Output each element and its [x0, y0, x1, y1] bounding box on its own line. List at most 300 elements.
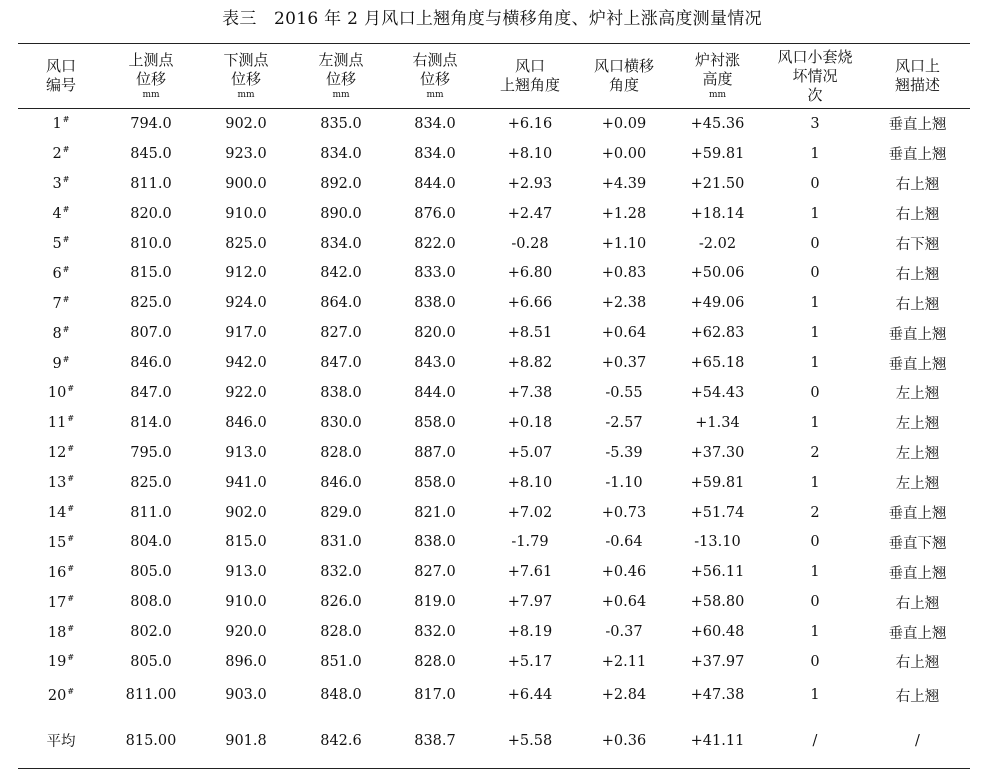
up-angle-cell: +6.80: [507, 265, 553, 282]
number-mark: #: [67, 504, 75, 514]
burns-cell: 0: [810, 235, 820, 252]
top-cell: 847.0: [130, 384, 172, 401]
up-angle-cell: +8.82: [507, 355, 553, 372]
bottom-cell: 900.0: [225, 175, 267, 192]
tuyere-id-cell: [18, 587, 104, 617]
table-row: [18, 109, 970, 139]
tuyere-id-cell: [18, 199, 104, 229]
header-line: 位移: [135, 70, 166, 88]
burns-cell: 1: [810, 205, 820, 222]
tuyere-id-cell: [18, 229, 104, 259]
up-angle-cell: +6.66: [507, 295, 553, 312]
bottom-cell: 815.0: [225, 534, 267, 551]
lateral-angle-cell: -5.39: [605, 444, 643, 461]
up-angle-cell: +5.17: [507, 653, 553, 670]
burns-cell: 3: [810, 115, 820, 132]
table-row: [18, 587, 970, 617]
desc-cell: 左上翘: [895, 446, 940, 463]
tuyere-id-cell: [18, 139, 104, 169]
up-angle-cell: +5.07: [507, 444, 553, 461]
number-mark: #: [62, 324, 70, 334]
burns-cell: 0: [810, 594, 820, 611]
right-cell: 828.0: [414, 653, 456, 670]
tuyere-id: 19: [47, 654, 67, 671]
desc-cell: 左上翘: [895, 476, 940, 493]
lateral-angle-cell: +1.28: [601, 205, 647, 222]
average-lateral-angle-cell: +0.36: [601, 732, 647, 749]
desc-cell: 垂直上翘: [888, 147, 947, 164]
top-cell: 846.0: [130, 355, 172, 372]
right-cell: 838.0: [414, 295, 456, 312]
header-line: 下测点: [223, 51, 269, 69]
number-mark: #: [67, 474, 75, 484]
up-angle-cell: +8.19: [507, 624, 553, 641]
lateral-angle-cell: +0.37: [601, 355, 647, 372]
burns-cell: 1: [810, 564, 820, 581]
tuyere-id-cell: [18, 468, 104, 498]
average-right-cell: 838.7: [414, 732, 456, 749]
table-row: [18, 229, 970, 259]
table-body: [18, 109, 970, 769]
desc-cell: 垂直上翘: [888, 356, 947, 373]
bottom-cell: 910.0: [225, 594, 267, 611]
header-unit: mm: [142, 90, 160, 100]
number-mark: #: [62, 175, 70, 185]
lateral-angle-cell: +0.46: [601, 564, 647, 581]
rise-cell: -13.10: [694, 534, 741, 551]
number-mark: #: [67, 623, 75, 633]
tuyere-id-cell: [18, 408, 104, 438]
top-cell: 808.0: [130, 594, 172, 611]
bottom-cell: 917.0: [225, 325, 267, 342]
bottom-cell: 903.0: [225, 687, 267, 704]
header-line: 位移: [325, 70, 356, 88]
number-mark: #: [62, 205, 70, 215]
tuyere-id: 17: [47, 594, 67, 611]
tuyere-id-cell: [18, 378, 104, 408]
rise-cell: +21.50: [690, 175, 745, 192]
header-unit: mm: [332, 90, 350, 100]
tuyere-id-cell: [18, 677, 104, 714]
burns-cell: 0: [810, 653, 820, 670]
header-lateral-angle: [578, 44, 670, 109]
measurement-table: [18, 43, 970, 769]
top-cell: 811.0: [130, 504, 172, 521]
burns-cell: 0: [810, 384, 820, 401]
desc-cell: 垂直下翘: [888, 535, 947, 552]
average-desc-cell: /: [915, 732, 920, 749]
header-left-point: [294, 44, 388, 109]
rise-cell: +54.43: [690, 384, 745, 401]
bottom-cell: 896.0: [225, 653, 267, 670]
number-mark: #: [62, 235, 70, 244]
lateral-angle-cell: -1.10: [605, 474, 643, 491]
rise-cell: +59.81: [690, 474, 745, 491]
right-cell: 858.0: [414, 474, 456, 491]
desc-cell: 垂直上翘: [888, 625, 947, 642]
desc-cell: 垂直上翘: [888, 506, 947, 523]
tuyere-id: 13: [47, 475, 67, 492]
header-up-angle: [482, 44, 578, 109]
left-cell: 846.0: [320, 474, 362, 491]
top-cell: 815.0: [130, 265, 172, 282]
tuyere-id-cell: [18, 617, 104, 647]
tuyere-id-cell: [18, 288, 104, 318]
tuyere-id: 2: [52, 146, 62, 163]
desc-cell: 垂直上翘: [888, 117, 947, 134]
desc-cell: 右下翘: [895, 237, 940, 253]
top-cell: 811.00: [125, 687, 177, 704]
top-cell: 825.0: [130, 474, 172, 491]
burns-cell: 1: [810, 355, 820, 372]
burns-cell: 2: [810, 444, 820, 461]
lateral-angle-cell: +4.39: [601, 175, 647, 192]
header-line: 风口横移: [593, 57, 654, 75]
left-cell: 892.0: [320, 175, 362, 192]
left-cell: 838.0: [320, 384, 362, 401]
number-mark: #: [67, 533, 75, 543]
left-cell: 827.0: [320, 325, 362, 342]
bottom-cell: 913.0: [225, 564, 267, 581]
top-cell: 805.0: [130, 564, 172, 581]
tuyere-id: 14: [47, 505, 67, 522]
bottom-cell: 910.0: [225, 205, 267, 222]
average-top-cell: 815.00: [125, 732, 177, 749]
up-angle-cell: +6.16: [507, 115, 553, 132]
desc-cell: 右上翘: [895, 177, 940, 194]
up-angle-cell: +8.51: [507, 325, 553, 342]
up-angle-cell: +7.97: [507, 594, 553, 611]
tuyere-id: 20: [47, 687, 67, 704]
bottom-cell: 924.0: [225, 295, 267, 312]
header-right-point: [388, 44, 482, 109]
lateral-angle-cell: +2.84: [601, 687, 647, 704]
rise-cell: +47.38: [690, 687, 745, 704]
up-angle-cell: +7.02: [507, 504, 553, 521]
header-unit: mm: [237, 90, 255, 100]
header-lining-rise: [670, 44, 765, 109]
header-line: 右测点: [412, 51, 458, 69]
table-row: [18, 318, 970, 348]
table-row: [18, 557, 970, 587]
rise-cell: +65.18: [690, 355, 745, 372]
right-cell: 819.0: [414, 594, 456, 611]
rise-cell: +45.36: [690, 115, 745, 132]
rise-cell: +18.14: [690, 205, 745, 222]
top-cell: 820.0: [130, 205, 172, 222]
table-row: [18, 169, 970, 199]
tuyere-id-cell: [18, 647, 104, 677]
burns-cell: 1: [810, 687, 820, 704]
lateral-angle-cell: +1.10: [601, 235, 647, 252]
lateral-angle-cell: +2.38: [601, 295, 647, 312]
number-mark: #: [67, 653, 75, 663]
desc-cell: 垂直上翘: [888, 326, 947, 343]
tuyere-id-cell: [18, 557, 104, 587]
right-cell: 820.0: [414, 325, 456, 342]
table-row: [18, 258, 970, 288]
tuyere-id: 18: [47, 624, 67, 641]
table-row: [18, 617, 970, 647]
header-line: 上测点: [128, 51, 174, 69]
table-title: 表三 2016 年 2 月风口上翘角度与横移角度、炉衬上涨高度测量情况: [222, 9, 762, 29]
lateral-angle-cell: +0.64: [601, 594, 647, 611]
number-mark: #: [67, 444, 75, 454]
top-cell: 804.0: [130, 534, 172, 551]
left-cell: 828.0: [320, 444, 362, 461]
rise-cell: +59.81: [690, 145, 745, 162]
left-cell: 831.0: [320, 534, 362, 551]
tuyere-id: 3: [52, 176, 62, 193]
header-top-point: [104, 44, 198, 109]
left-cell: 842.0: [320, 265, 362, 282]
header-line: 炉衬涨: [694, 51, 740, 69]
header-line: 位移: [230, 70, 261, 88]
average-row: [18, 714, 970, 769]
left-cell: 847.0: [320, 355, 362, 372]
tuyere-id: 6: [52, 265, 62, 282]
right-cell: 834.0: [414, 115, 456, 132]
tuyere-id: 8: [52, 325, 62, 342]
tuyere-id-cell: [18, 109, 104, 139]
left-cell: 830.0: [320, 414, 362, 431]
average-burns-cell: /: [812, 732, 818, 749]
table-row: [18, 378, 970, 408]
right-cell: 844.0: [414, 384, 456, 401]
top-cell: 807.0: [130, 325, 172, 342]
table-row: [18, 139, 970, 169]
top-cell: 795.0: [130, 444, 172, 461]
up-angle-cell: +2.93: [507, 175, 553, 192]
rise-cell: +56.11: [690, 564, 745, 581]
up-angle-cell: -0.28: [511, 235, 549, 252]
number-mark: #: [62, 264, 70, 274]
desc-cell: 左上翘: [895, 386, 940, 403]
right-cell: 843.0: [414, 355, 456, 372]
rise-cell: +60.48: [690, 624, 745, 641]
tuyere-id: 1: [52, 116, 62, 133]
number-mark: #: [67, 563, 75, 573]
table-row: [18, 199, 970, 229]
right-cell: 833.0: [414, 265, 456, 282]
tuyere-id-cell: [18, 169, 104, 199]
desc-cell: 垂直上翘: [888, 565, 947, 582]
header-bottom-point: [198, 44, 294, 109]
bottom-cell: 922.0: [225, 384, 267, 401]
tuyere-id: 10: [47, 385, 67, 402]
desc-cell: 右上翘: [895, 688, 940, 705]
tuyere-id-cell: [18, 498, 104, 528]
tuyere-id-cell: [18, 348, 104, 378]
right-cell: 821.0: [414, 504, 456, 521]
lateral-angle-cell: -2.57: [605, 414, 643, 431]
average-rise-cell: +41.11: [690, 732, 745, 749]
tuyere-id-cell: [18, 258, 104, 288]
left-cell: 828.0: [320, 624, 362, 641]
top-cell: 811.0: [130, 175, 172, 192]
right-cell: 834.0: [414, 145, 456, 162]
burns-cell: 0: [810, 175, 820, 192]
top-cell: 810.0: [130, 235, 172, 252]
rise-cell: -2.02: [698, 235, 737, 252]
up-angle-cell: +8.10: [507, 145, 553, 162]
tuyere-id: 5: [52, 236, 62, 252]
table-row: [18, 527, 970, 557]
bottom-cell: 913.0: [225, 444, 267, 461]
burns-cell: 1: [810, 295, 820, 312]
bottom-cell: 923.0: [225, 145, 267, 162]
burns-cell: 1: [810, 624, 820, 641]
rise-cell: +50.06: [690, 265, 745, 282]
top-cell: 845.0: [130, 145, 172, 162]
rise-cell: +37.30: [690, 444, 745, 461]
table-row: [18, 348, 970, 378]
header-line: 坏情况: [792, 66, 838, 85]
table-row: [18, 288, 970, 318]
top-cell: 805.0: [130, 653, 172, 670]
number-mark: #: [62, 294, 70, 304]
bottom-cell: 846.0: [225, 414, 267, 431]
header-row: [18, 44, 970, 109]
burns-cell: 1: [810, 414, 820, 431]
right-cell: 858.0: [414, 414, 456, 431]
header-line: 风口小套烧: [777, 47, 853, 66]
right-cell: 876.0: [414, 205, 456, 222]
left-cell: 832.0: [320, 564, 362, 581]
burns-cell: 1: [810, 325, 820, 342]
up-angle-cell: +6.44: [507, 687, 553, 704]
right-cell: 838.0: [414, 534, 456, 551]
left-cell: 826.0: [320, 594, 362, 611]
average-left-cell: 842.6: [320, 732, 362, 749]
header-unit: mm: [426, 90, 444, 100]
up-angle-cell: +7.61: [507, 564, 553, 581]
tuyere-id: 9: [52, 355, 62, 372]
header-line: 风口: [45, 57, 76, 75]
left-cell: 834.0: [320, 235, 362, 252]
bottom-cell: 942.0: [225, 355, 267, 372]
tuyere-id-cell: [18, 527, 104, 557]
bottom-cell: 912.0: [225, 265, 267, 282]
top-cell: 802.0: [130, 624, 172, 641]
top-cell: 825.0: [130, 295, 172, 312]
desc-cell: 右上翘: [895, 296, 940, 313]
up-angle-cell: -1.79: [511, 534, 549, 551]
bottom-cell: 902.0: [225, 115, 267, 132]
burns-cell: 0: [810, 534, 820, 551]
header-burn-count: [765, 44, 865, 109]
desc-cell: 右上翘: [895, 655, 940, 672]
number-mark: #: [67, 414, 75, 424]
header-line: 高度: [702, 70, 733, 88]
number-mark: #: [67, 686, 75, 696]
tuyere-id: 12: [47, 445, 67, 462]
header-line: 上翘角度: [499, 76, 560, 94]
lateral-angle-cell: +0.83: [601, 265, 647, 282]
header-line: 位移: [419, 70, 450, 88]
right-cell: 844.0: [414, 175, 456, 192]
header-line: 风口: [514, 57, 545, 75]
rise-cell: +49.06: [690, 295, 745, 312]
rise-cell: +1.34: [695, 414, 740, 431]
header-up-description: [865, 44, 970, 109]
lateral-angle-cell: -0.64: [605, 534, 643, 551]
burns-cell: 0: [810, 265, 820, 282]
left-cell: 834.0: [320, 145, 362, 162]
number-mark: #: [62, 145, 70, 155]
bottom-cell: 920.0: [225, 624, 267, 641]
rise-cell: +58.80: [690, 594, 745, 611]
average-bottom-cell: 901.8: [225, 732, 267, 749]
right-cell: 817.0: [414, 687, 456, 704]
left-cell: 835.0: [320, 115, 362, 132]
desc-cell: 左上翘: [895, 416, 940, 433]
header-tuyere-number: [18, 44, 104, 109]
left-cell: 890.0: [320, 205, 362, 222]
number-mark: #: [62, 115, 70, 125]
header-line: 翘描述: [894, 76, 940, 94]
tuyere-id-cell: [18, 318, 104, 348]
tuyere-id: 7: [52, 295, 62, 312]
rise-cell: +37.97: [690, 653, 745, 670]
bottom-cell: 825.0: [225, 235, 267, 252]
desc-cell: 右上翘: [895, 207, 940, 224]
up-angle-cell: +7.38: [507, 384, 553, 401]
rise-cell: +62.83: [690, 325, 745, 342]
table-row: [18, 438, 970, 468]
left-cell: 848.0: [320, 687, 362, 704]
table-row: [18, 647, 970, 677]
burns-cell: 1: [810, 474, 820, 491]
desc-cell: 右上翘: [895, 266, 940, 283]
top-cell: 814.0: [130, 414, 172, 431]
up-angle-cell: +2.47: [507, 205, 553, 222]
lateral-angle-cell: +0.09: [601, 115, 647, 132]
header-line: 次: [807, 85, 823, 104]
bottom-cell: 941.0: [225, 474, 267, 491]
lateral-angle-cell: +0.73: [601, 504, 647, 521]
bottom-cell: 902.0: [225, 504, 267, 521]
tuyere-id-cell: [18, 438, 104, 468]
right-cell: 832.0: [414, 624, 456, 641]
table-row: [18, 408, 970, 438]
left-cell: 829.0: [320, 504, 362, 521]
left-cell: 851.0: [320, 653, 362, 670]
rise-cell: +51.74: [690, 504, 745, 521]
desc-cell: 右上翘: [895, 595, 940, 612]
header-unit: mm: [708, 90, 727, 100]
tuyere-id: 4: [52, 206, 62, 223]
average-up-angle-cell: +5.58: [507, 732, 553, 749]
right-cell: 822.0: [414, 235, 456, 252]
table-row: [18, 677, 970, 714]
header-line: 风口上: [894, 57, 940, 75]
tuyere-id: 15: [47, 534, 67, 551]
up-angle-cell: +0.18: [507, 414, 553, 431]
burns-cell: 2: [810, 504, 820, 521]
burns-cell: 1: [810, 145, 820, 162]
number-mark: #: [62, 354, 70, 364]
left-cell: 864.0: [320, 295, 362, 312]
table-row: [18, 468, 970, 498]
header-line: 角度: [608, 76, 639, 94]
up-angle-cell: +8.10: [507, 474, 553, 491]
header-line: 左测点: [318, 51, 364, 69]
table-row: [18, 498, 970, 528]
top-cell: 794.0: [130, 115, 172, 132]
lateral-angle-cell: +2.11: [601, 653, 647, 670]
lateral-angle-cell: -0.55: [605, 384, 643, 401]
